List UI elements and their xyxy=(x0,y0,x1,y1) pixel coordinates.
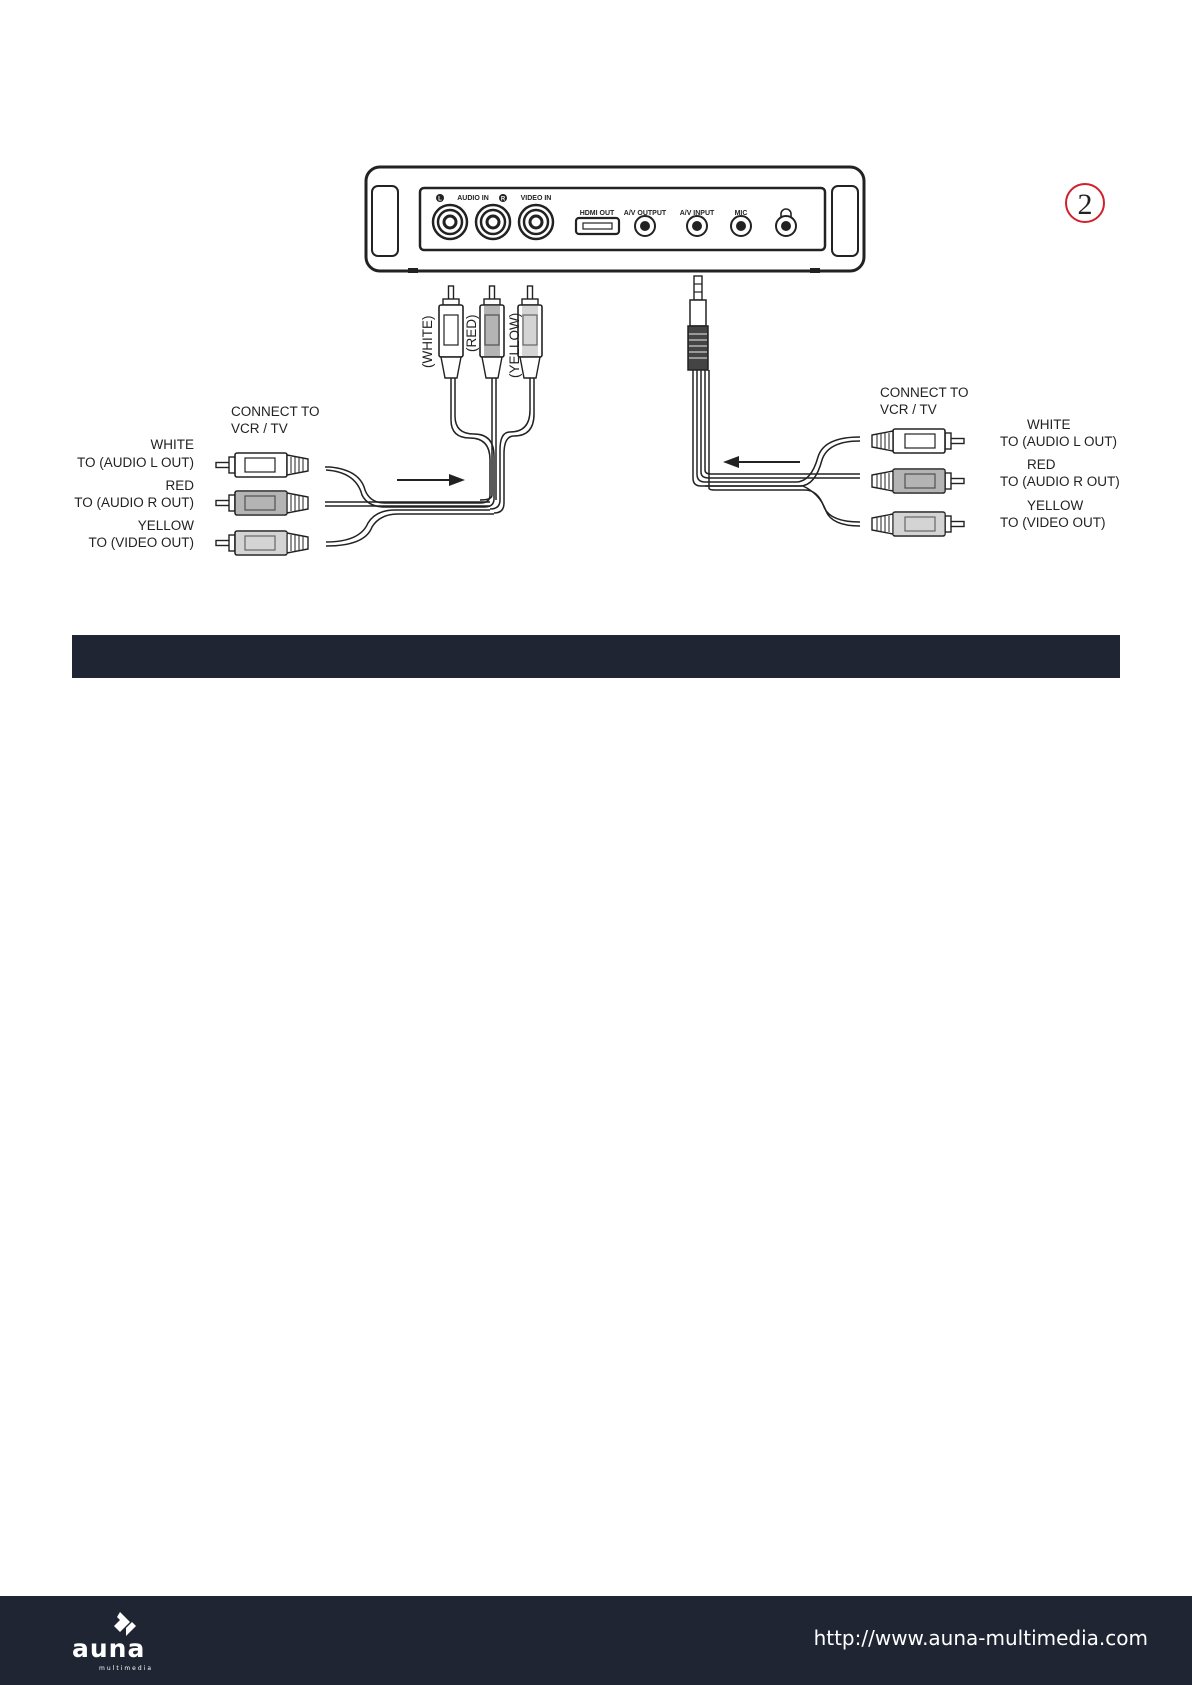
hdmi-out-label: HDMI OUT xyxy=(579,210,615,217)
red-plug-tint xyxy=(484,306,500,356)
white-plug-top xyxy=(439,286,463,378)
right-white-color: WHITE xyxy=(1027,417,1071,432)
audio-in-right-jack xyxy=(476,205,510,239)
audio-in-left-jack xyxy=(433,205,467,239)
left-connect-to-line1: CONNECT TO xyxy=(231,404,320,419)
yellow-plug-label: (YELLOW) xyxy=(507,312,522,378)
av-output-jack xyxy=(635,216,655,236)
av-input-label: A/V INPUT xyxy=(679,210,715,217)
left-cable-wires xyxy=(325,378,534,546)
headphone-jack xyxy=(776,216,796,236)
left-white-plug xyxy=(216,453,308,477)
right-yellow-target: TO (VIDEO OUT) xyxy=(1000,515,1106,530)
left-yellow-target: TO (VIDEO OUT) xyxy=(88,535,194,550)
left-red-plug-tint xyxy=(236,492,287,514)
right-yellow-plug-tint xyxy=(893,513,945,535)
connection-diagram xyxy=(0,0,1192,640)
left-white-target: TO (AUDIO L OUT) xyxy=(76,455,194,470)
av-output-label: A/V OUTPUT xyxy=(623,210,667,217)
left-red-color: RED xyxy=(165,478,194,493)
video-in-jack xyxy=(519,205,553,239)
brand-name: auna xyxy=(72,1634,146,1663)
av-input-minijack-plug xyxy=(688,276,708,370)
yellow-plug-tint xyxy=(522,306,538,356)
right-marker: R xyxy=(500,196,506,203)
right-white-target: TO (AUDIO L OUT) xyxy=(1000,434,1118,449)
left-connect-to-line2: VCR / TV xyxy=(231,421,288,436)
step-number: 2 xyxy=(1077,188,1093,221)
mic-jack xyxy=(731,216,751,236)
footer xyxy=(0,1596,1192,1685)
right-red-target: TO (AUDIO R OUT) xyxy=(1000,474,1120,489)
left-marker: L xyxy=(438,196,442,203)
audio-in-label: AUDIO IN xyxy=(457,195,489,202)
step-badge xyxy=(1066,184,1104,222)
section-header-bar xyxy=(72,635,1120,678)
right-arrow xyxy=(723,456,800,468)
right-connect-to-line2: VCR / TV xyxy=(880,402,937,417)
right-white-plug xyxy=(872,429,964,453)
av-device xyxy=(366,167,864,273)
left-red-target: TO (AUDIO R OUT) xyxy=(74,495,194,510)
red-plug-label: (RED) xyxy=(464,314,479,352)
av-input-jack xyxy=(687,216,707,236)
left-white-color: WHITE xyxy=(150,437,194,452)
left-arrow xyxy=(397,474,465,486)
video-in-label: VIDEO IN xyxy=(520,195,552,202)
website-url[interactable]: http://www.auna-multimedia.com xyxy=(813,1626,1148,1650)
right-cable-wires xyxy=(693,370,860,526)
left-yellow-plug-tint xyxy=(236,532,287,554)
mic-label: MIC xyxy=(734,210,748,217)
right-red-plug-tint xyxy=(893,470,945,492)
right-red-color: RED xyxy=(1027,457,1056,472)
brand-subtitle: multimedia xyxy=(99,1665,154,1672)
right-connect-to-line1: CONNECT TO xyxy=(880,385,969,400)
white-plug-label: (WHITE) xyxy=(420,315,435,368)
left-yellow-color: YELLOW xyxy=(137,518,194,533)
right-yellow-color: YELLOW xyxy=(1027,498,1084,513)
